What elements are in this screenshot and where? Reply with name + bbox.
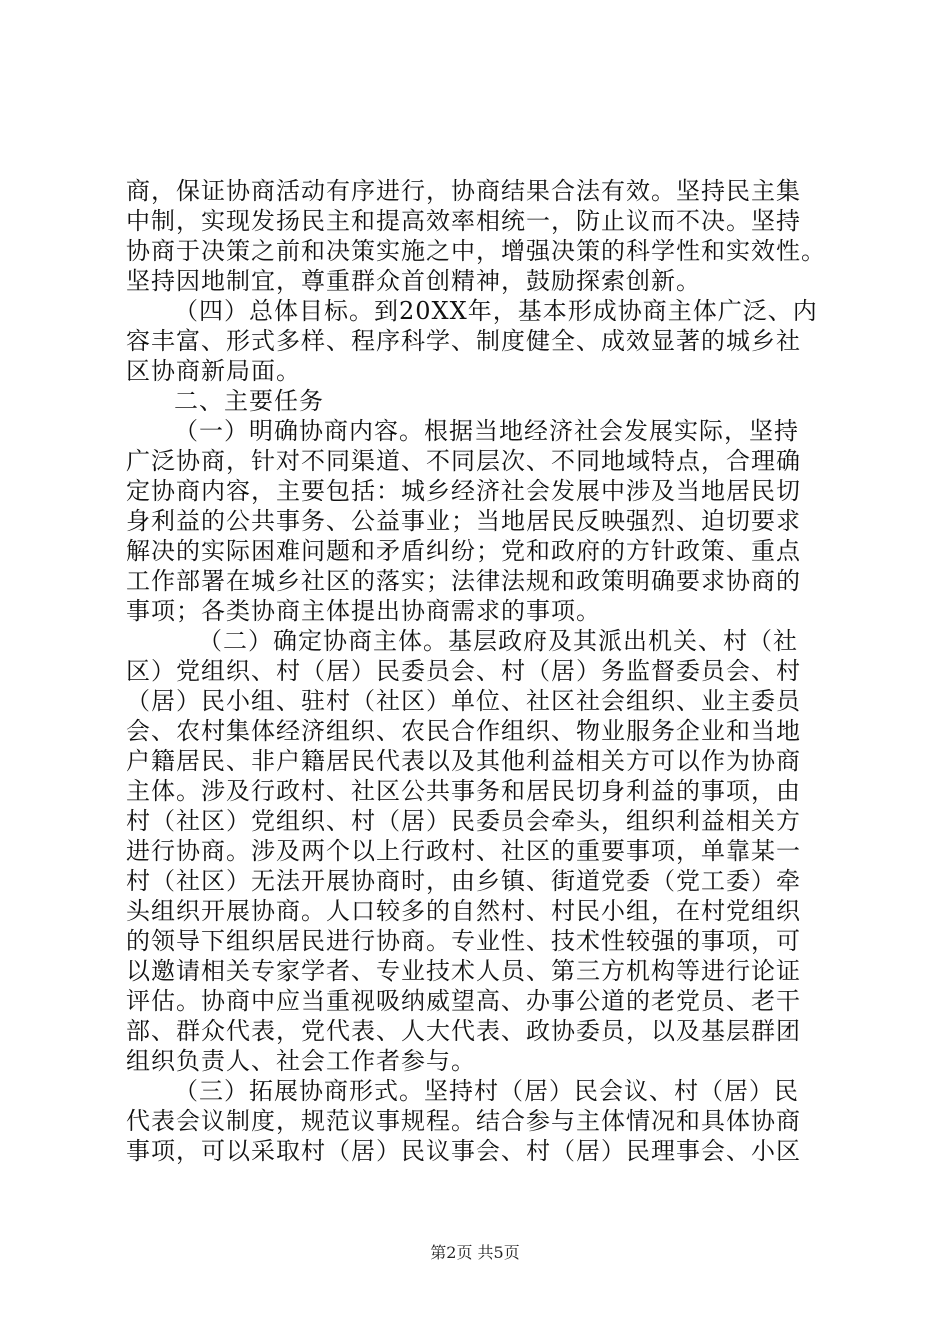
text-line: 的领导下组织居民进行协商。专业性、技术性较强的事项，可 — [126, 927, 801, 955]
text-line: 工作部署在城乡社区的落实；法律法规和政策明确要求协商的 — [126, 567, 801, 595]
text-line: 部、群众代表，党代表、人大代表、政协委员，以及基层群团 — [126, 1017, 801, 1045]
text-line: 会、农村集体经济组织、农民合作组织、物业服务企业和当地 — [126, 717, 801, 745]
text-line: 中制，实现发扬民主和提高效率相统一，防止议而不决。坚持 — [126, 207, 801, 235]
text-line: 定协商内容，主要包括：城乡经济社会发展中涉及当地居民切 — [126, 477, 801, 505]
text-line: 区协商新局面。 — [126, 357, 301, 385]
text-line: 二、主要任务 — [174, 387, 324, 415]
text-line: 广泛协商，针对不同渠道、不同层次、不同地域特点，合理确 — [126, 447, 801, 475]
text-line: （一）明确协商内容。根据当地经济社会发展实际，坚持 — [174, 417, 799, 445]
text-line: 主体。涉及行政村、社区公共事务和居民切身利益的事项，由 — [126, 777, 801, 805]
text-line: 组织负责人、社会工作者参与。 — [126, 1047, 476, 1075]
text-line: 以邀请相关专家学者、专业技术人员、第三方机构等进行论证 — [126, 957, 801, 985]
text-line: （二）确定协商主体。基层政府及其派出机关、村（社 — [198, 627, 798, 655]
text-line: （四）总体目标。到20XX年，基本形成协商主体广泛、内 — [174, 297, 818, 325]
text-line: 容丰富、形式多样、程序科学、制度健全、成效显著的城乡社 — [126, 327, 801, 355]
text-line: 村（社区）党组织、村（居）民委员会牵头，组织利益相关方 — [126, 807, 801, 835]
text-line: 坚持因地制宜，尊重群众首创精神，鼓励探索创新。 — [126, 267, 701, 295]
text-line: 解决的实际困难问题和矛盾纠纷；党和政府的方针政策、重点 — [126, 537, 801, 565]
text-line: 区）党组织、村（居）民委员会、村（居）务监督委员会、村 — [126, 657, 801, 685]
text-line: 村（社区）无法开展协商时，由乡镇、街道党委（党工委）牵 — [126, 867, 801, 895]
text-line: 评估。协商中应当重视吸纳威望高、办事公道的老党员、老干 — [126, 987, 801, 1015]
text-line: 商，保证协商活动有序进行，协商结果合法有效。坚持民主集 — [126, 177, 801, 205]
text-line: 事项；各类协商主体提出协商需求的事项。 — [126, 597, 601, 625]
document-body — [126, 176, 846, 1166]
text-line: 头组织开展协商。人口较多的自然村、村民小组，在村党组织 — [126, 897, 801, 925]
page-footer: 第2页 共5页 — [430, 1243, 520, 1262]
text-line: 事项，可以采取村（居）民议事会、村（居）民理事会、小区 — [126, 1137, 801, 1165]
text-line: （三）拓展协商形式。坚持村（居）民会议、村（居）民 — [174, 1077, 799, 1105]
text-line: （居）民小组、驻村（社区）单位、社区社会组织、业主委员 — [126, 687, 801, 715]
text-line: 户籍居民、非户籍居民代表以及其他利益相关方可以作为协商 — [126, 747, 801, 775]
text-line: 协商于决策之前和决策实施之中，增强决策的科学性和实效性。 — [126, 237, 826, 265]
text-line: 身利益的公共事务、公益事业；当地居民反映强烈、迫切要求 — [126, 507, 801, 535]
text-line: 进行协商。涉及两个以上行政村、社区的重要事项，单靠某一 — [126, 837, 801, 865]
text-line: 代表会议制度，规范议事规程。结合参与主体情况和具体协商 — [126, 1107, 801, 1135]
